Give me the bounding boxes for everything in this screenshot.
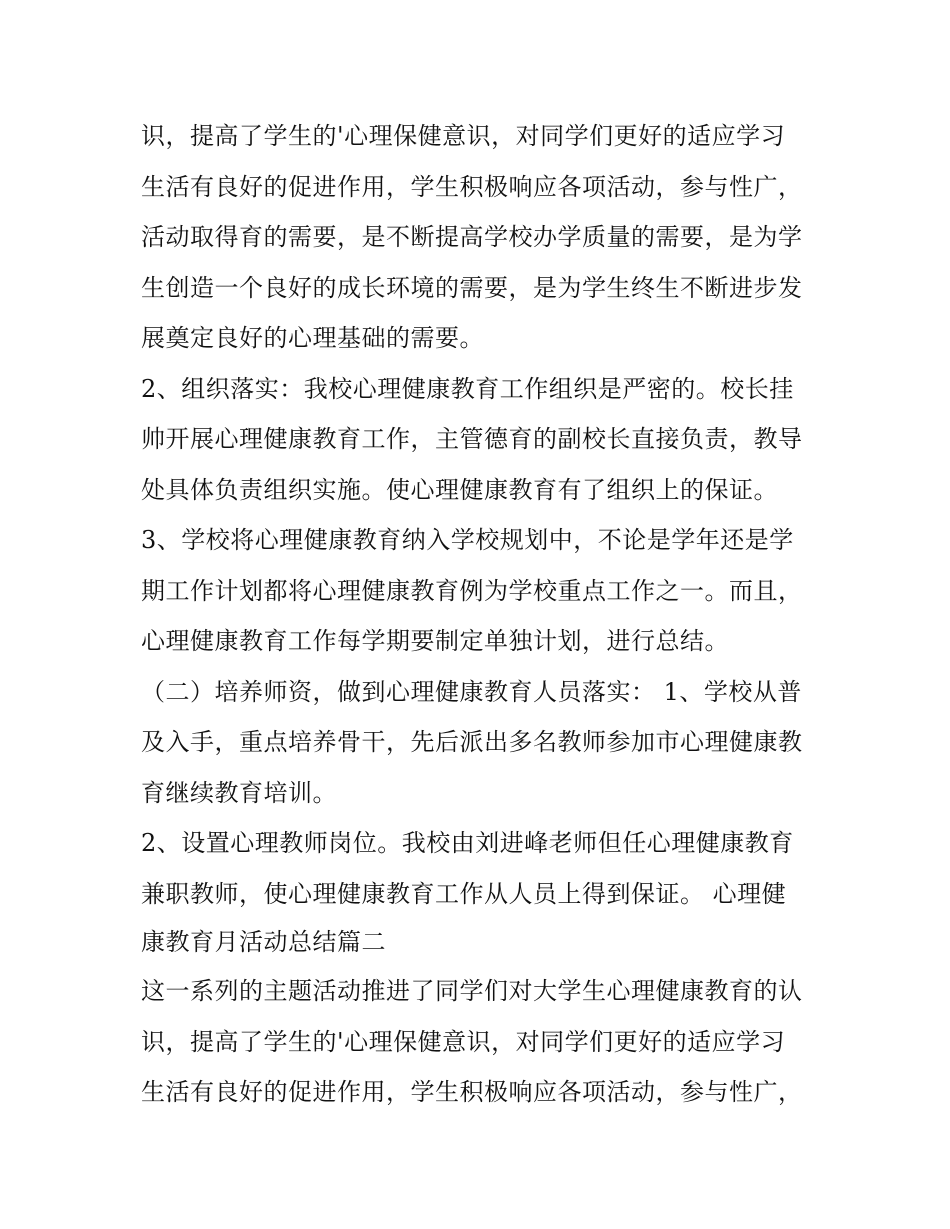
text-line: 2、组织落实：我校心理健康教育工作组织是严密的。校长挂 [141,374,794,403]
text-line: 期工作计划都将心理健康教育例为学校重点工作之一。而且， [141,576,803,605]
text-line: 识，提高了学生的'心理保健意识，对同学们更好的适应学习 [141,1027,786,1056]
text-line: 展奠定良好的心理基础的需要。 [141,324,484,352]
text-line: 康教育月活动总结篇二 [141,928,386,956]
text-line: 生活有良好的促进作用，学生积极响应各项活动，参与性广， [141,172,803,201]
text-line: 帅开展心理健康教育工作，主管德育的副校长直接负责，教导 [141,425,803,453]
text-line: 2、设置心理教师岗位。我校由刘进峰老师但任心理健康教育 [141,829,794,857]
text-line: 生创造一个良好的成长环境的需要，是为学生终生不断进步发 [141,273,803,302]
text-line: 生活有良好的促进作用，学生积极响应各项活动，参与性广， [141,1078,803,1106]
text-line: 兼职教师，使心理健康教育工作从人员上得到保证。 心理健 [141,879,787,908]
text-line: 及入手，重点培养骨干，先后派出多名教师参加市心理健康教 [141,728,803,756]
text-line: （二）培养师资，做到心理健康教育人员落实： 1、学校从普 [141,677,802,706]
text-line: 心理健康教育工作每学期要制定单独计划，进行总结。 [141,627,729,655]
text-line: 识，提高了学生的'心理保健意识，对同学们更好的适应学习 [141,122,786,150]
text-line: 3、学校将心理健康教育纳入学校规划中，不论是学年还是学 [141,526,794,554]
text-line: 处具体负责组织实施。使心理健康教育有了组织上的保证。 [141,475,778,504]
text-line: 育继续教育培训。 [141,778,337,807]
text-line: 活动取得育的需要，是不断提高学校办学质量的需要，是为学 [141,223,803,251]
body-text [141,111,831,1118]
text-line: 这一系列的主题活动推进了同学们对大学生心理健康教育的认 [141,977,803,1005]
